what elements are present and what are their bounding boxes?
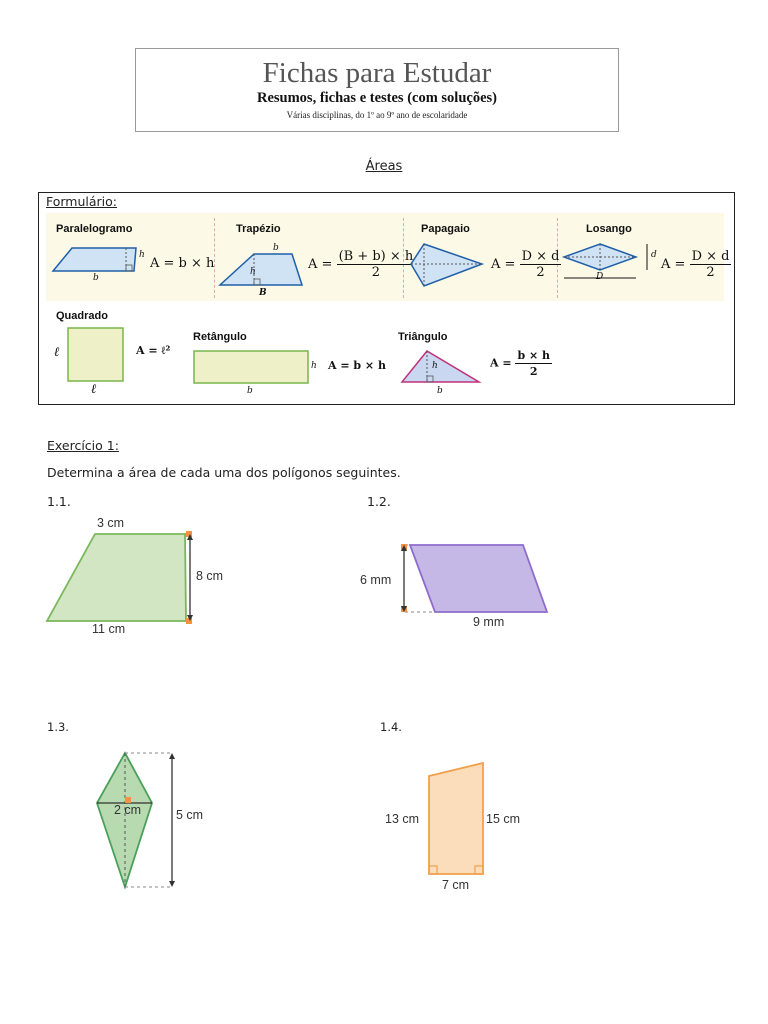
label-b: b xyxy=(93,273,99,283)
item-number: 1.1. xyxy=(47,494,71,509)
trapezoid-icon xyxy=(218,250,308,290)
item-number: 1.4. xyxy=(380,720,402,734)
exercise-title: Exercício 1: xyxy=(47,438,119,453)
item-number: 1.2. xyxy=(367,494,391,509)
formula-triangulo xyxy=(490,348,552,379)
denominator: 2 xyxy=(536,265,545,280)
label-l: ℓ xyxy=(54,345,60,360)
header-subtitle: Resumos, fichas e testes (com soluções) xyxy=(256,90,497,106)
rectangle-icon xyxy=(192,349,312,385)
numerator: D × d xyxy=(521,249,560,264)
numerator: (B + b) × h xyxy=(338,249,414,264)
label-big: 5 cm xyxy=(176,808,204,822)
label-d: d xyxy=(651,250,657,260)
label-height: 6 mm xyxy=(360,573,392,587)
label-h: h xyxy=(139,250,145,260)
exercise-instruction: Determina a área de cada uma dos polígonos seguintes. xyxy=(47,465,401,480)
formula-lhs: A = xyxy=(491,257,516,272)
denominator: 2 xyxy=(371,265,381,280)
label-l: ℓ xyxy=(91,382,97,397)
fraction xyxy=(690,249,732,280)
exercise-parallelogram xyxy=(395,540,555,620)
formula-lhs: A = xyxy=(490,356,512,370)
formula-lhs: A = xyxy=(661,257,686,272)
formula-lhs: A = xyxy=(308,257,333,272)
label-h: h xyxy=(311,361,317,371)
denominator: 2 xyxy=(706,265,715,280)
square-icon xyxy=(66,327,126,383)
formula-paralelogramo: A = b × h xyxy=(150,256,215,271)
denominator: 2 xyxy=(529,365,538,378)
formula-papagaio xyxy=(491,249,561,280)
label-b: b xyxy=(273,243,279,253)
label-b: b xyxy=(437,386,443,396)
rhombus-icon xyxy=(560,240,660,285)
exercise-right-trapezoid xyxy=(420,758,490,878)
shape-name-papagaio: Papagaio xyxy=(421,223,470,235)
label-right: 15 cm xyxy=(486,812,521,826)
section-title: Áreas xyxy=(365,159,403,174)
label-height: 8 cm xyxy=(196,569,224,583)
numerator: D × d xyxy=(691,249,730,264)
label-h: h xyxy=(250,267,256,277)
formulario-label: Formulário: xyxy=(46,194,118,209)
shape-name-triangulo: Triângulo xyxy=(398,331,448,343)
label-B: B xyxy=(259,288,267,298)
label-left: 13 cm xyxy=(385,812,420,826)
label-base: 9 mm xyxy=(473,615,505,629)
formula-retangulo: A = b × h xyxy=(328,359,386,372)
fraction xyxy=(337,249,416,280)
label-b: b xyxy=(247,386,253,396)
shape-name-paralelogramo: Paralelogramo xyxy=(56,223,133,235)
header-note: Várias disciplinas, do 1º ao 9º ano de escolaridade xyxy=(286,110,468,120)
shape-name-losango: Losango xyxy=(586,223,632,235)
label-D: D xyxy=(596,272,604,282)
shape-name-quadrado: Quadrado xyxy=(56,310,108,322)
kite-icon xyxy=(408,241,488,291)
formula-losango xyxy=(661,249,731,280)
triangle-icon xyxy=(399,347,484,385)
label-base: 7 cm xyxy=(442,878,470,892)
numerator: b × h xyxy=(517,349,551,362)
label-small: 2 cm xyxy=(114,803,142,817)
shape-name-retangulo: Retângulo xyxy=(193,331,247,343)
header-title: Fichas para Estudar xyxy=(262,57,492,89)
label-base: 11 cm xyxy=(92,622,126,636)
fraction xyxy=(515,348,552,379)
label-top: 3 cm xyxy=(97,516,125,530)
header-box xyxy=(135,48,619,132)
formula-trapezio xyxy=(308,249,415,280)
item-number: 1.3. xyxy=(47,720,69,734)
label-h: h xyxy=(432,361,438,371)
shape-name-trapezio: Trapézio xyxy=(236,223,281,235)
formula-quadrado: A = ℓ² xyxy=(136,344,171,357)
fraction xyxy=(520,249,562,280)
